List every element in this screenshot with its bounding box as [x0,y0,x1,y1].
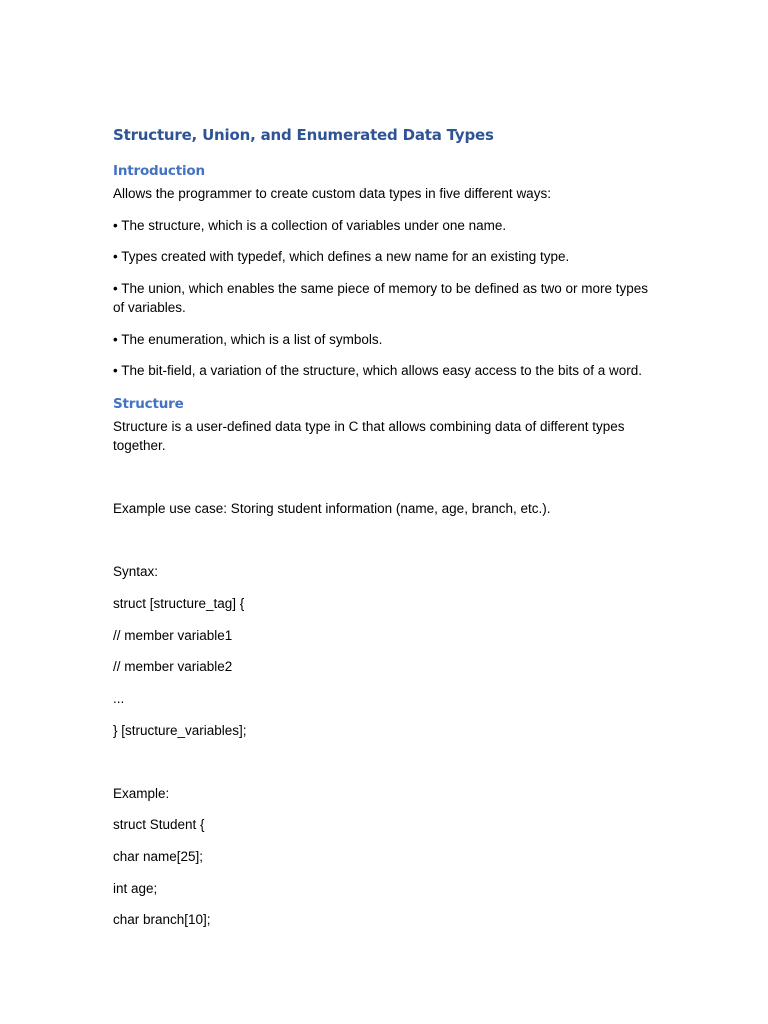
syntax-label: Syntax: [113,564,159,579]
code-line: // member variable1 [113,628,233,643]
bullet-item: • The bit-field, a variation of the structure, which allows easy access to the bits of a word. [113,363,642,378]
code-line: int age; [113,881,158,896]
section-heading-structure: Structure [113,396,184,412]
code-line: char branch[10]; [113,912,211,927]
code-line: ... [113,691,125,706]
intro-paragraph: Allows the programmer to create custom data types in five different ways: [113,186,551,201]
section-heading-introduction: Introduction [113,163,205,179]
code-line: char name[25]; [113,849,204,864]
document-title: Structure, Union, and Enumerated Data Types [113,126,494,144]
bullet-item: • Types created with typedef, which defines a new name for an existing type. [113,249,570,264]
code-line: struct Student { [113,817,205,832]
bullet-item: • The structure, which is a collection of variables under one name. [113,218,507,233]
bullet-item: • The union, which enables the same piece of memory to be defined as two or more types of variables. [113,281,649,315]
bullet-item: • The enumeration, which is a list of symbols. [113,332,383,347]
code-line: struct [structure_tag] { [113,596,245,611]
structure-paragraph: Structure is a user-defined data type in C that allows combining data of different types together. [113,419,625,453]
use-case-paragraph: Example use case: Storing student information (name, age, branch, etc.). [113,501,551,516]
code-line: } [structure_variables]; [113,723,247,738]
code-line: // member variable2 [113,659,233,674]
example-label: Example: [113,786,170,801]
